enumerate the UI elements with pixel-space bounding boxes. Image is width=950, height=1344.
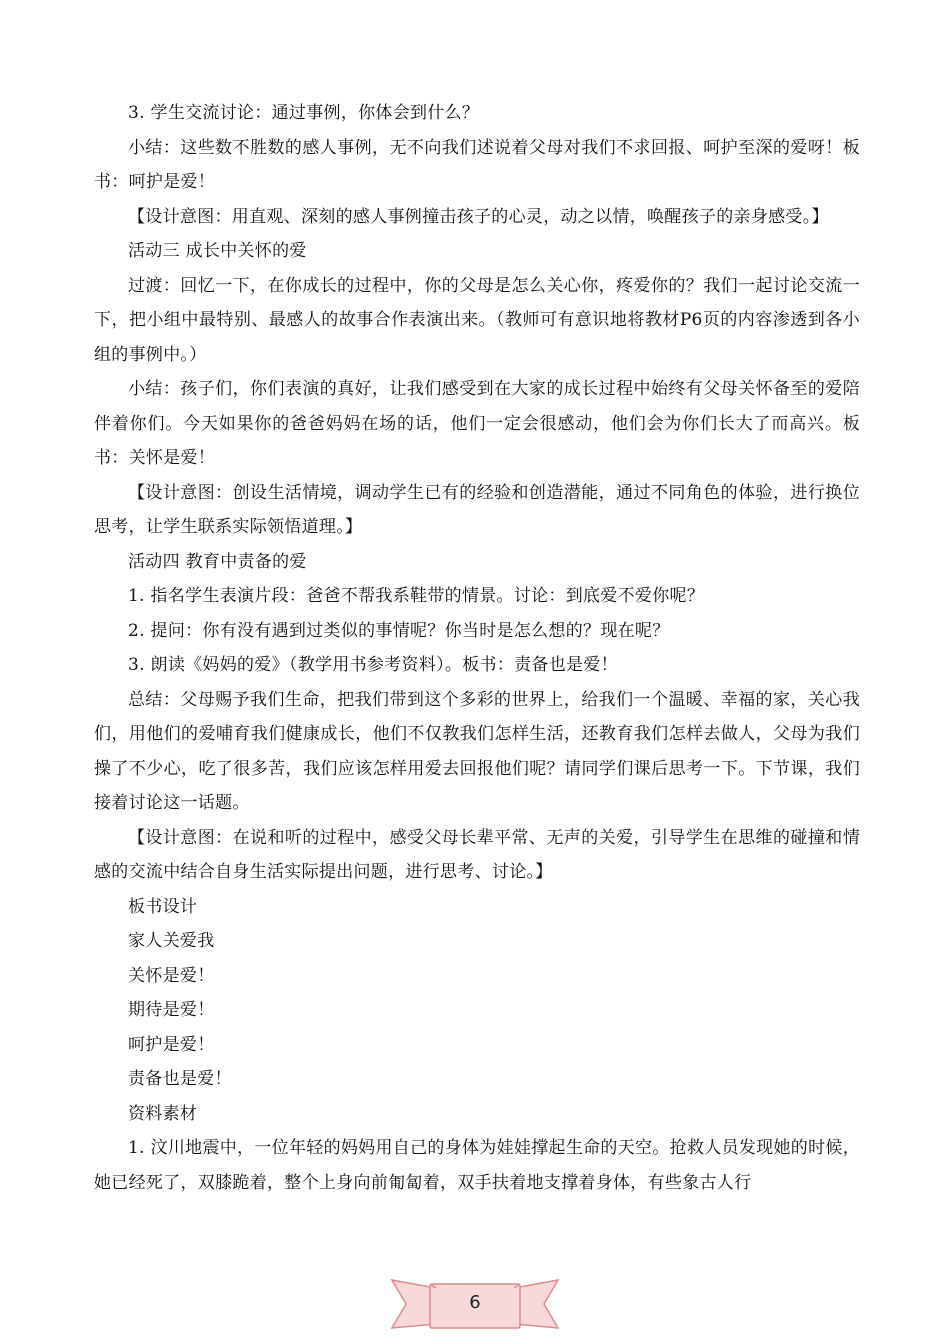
paragraph-summary-care: 小结：这些数不胜数的感人事例，无不向我们述说着父母对我们不求回报、呵护至深的爱呀！板书：呵护是爱！: [94, 137, 860, 192]
board-line-3: 期待是爱！: [128, 1000, 215, 1020]
list-item-1: 1. 指名学生表演片段：爸爸不帮我系鞋带的情景。讨论：到底爱不爱你呢？: [128, 586, 705, 606]
paragraph-design-intent-1: 【设计意图：用直观、深刻的感人事例撞击孩子的心灵，动之以情，唤醒孩子的亲身感受。】: [128, 206, 829, 227]
paragraph-discussion: 3. 学生交流讨论：通过事例，你体会到什么？: [128, 103, 480, 123]
heading-materials: 资料素材: [128, 1103, 198, 1124]
paragraph-conclusion: 总结：父母赐予我们生命，把我们带到这个多彩的世界上，给我们一个温暖、幸福的家，关心我们，用他们的爱哺育我们健康成长，他们不仅教我们怎样生活，还教育我们怎样去做人，父母为我们操了不少心，吃了很多苦，我们应该怎样用爱去回报他们呢？请同学们课后思考一下。下节课，我们接着讨论这一话题。: [94, 689, 860, 813]
list-item-2: 2. 提问：你有没有遇到过类似的事情呢？你当时是怎么想的？现在呢？: [128, 620, 670, 641]
heading-activity-four: 活动四 教育中责备的爱: [128, 551, 307, 572]
page-footer: [390, 1270, 560, 1336]
paragraph-design-intent-3: 【设计意图：在说和听的过程中，感受父母长辈平常、无声的关爱，引导学生在思维的碰撞和情感的交流中结合自身生活实际提出问题，进行思考、讨论。】: [94, 827, 860, 882]
paragraph-transition: 过渡：回忆一下，在你成长的过程中，你的父母是怎么关心你，疼爱你的？我们一起讨论交流一下，把小组中最特别、最感人的故事合作表演出来。（教师可有意识地将教材P6页的内容渗透到各小组的事例中。）: [94, 275, 860, 365]
page-number: 6: [469, 1292, 481, 1313]
paragraph-material-1: 1. 汶川地震中，一位年轻的妈妈用自己的身体为娃娃撑起生命的天空。抢救人员发现她的时候，她已经死了，双膝跪着，整个上身向前匍匐着，双手扶着地支撑着身体，有些象古人行: [94, 1138, 860, 1193]
document-body: [94, 96, 860, 1200]
board-line-2: 关怀是爱！: [128, 965, 215, 986]
paragraph-summary-concern: 小结：孩子们，你们表演的真好，让我们感受到在大家的成长过程中始终有父母关怀备至的爱陪伴着你们。今天如果你的爸爸妈妈在场的话，他们一定会很感动，他们会为你们长大了而高兴。板书：关怀是爱！: [94, 379, 860, 468]
heading-board-design: 板书设计: [128, 896, 198, 917]
board-line-5: 责备也是爱！: [128, 1069, 232, 1089]
heading-activity-three: 活动三 成长中关怀的爱: [128, 241, 307, 261]
board-line-1: 家人关爱我: [128, 931, 215, 951]
paragraph-design-intent-2: 【设计意图：创设生活情境，调动学生已有的经验和创造潜能，通过不同角色的体验，进行换位思考，让学生联系实际领悟道理。】: [94, 482, 860, 537]
list-item-3: 3. 朗读《妈妈的爱》（教学用书参考资料）。板书：责备也是爱！: [128, 655, 618, 675]
board-line-4: 呵护是爱！: [128, 1034, 215, 1055]
